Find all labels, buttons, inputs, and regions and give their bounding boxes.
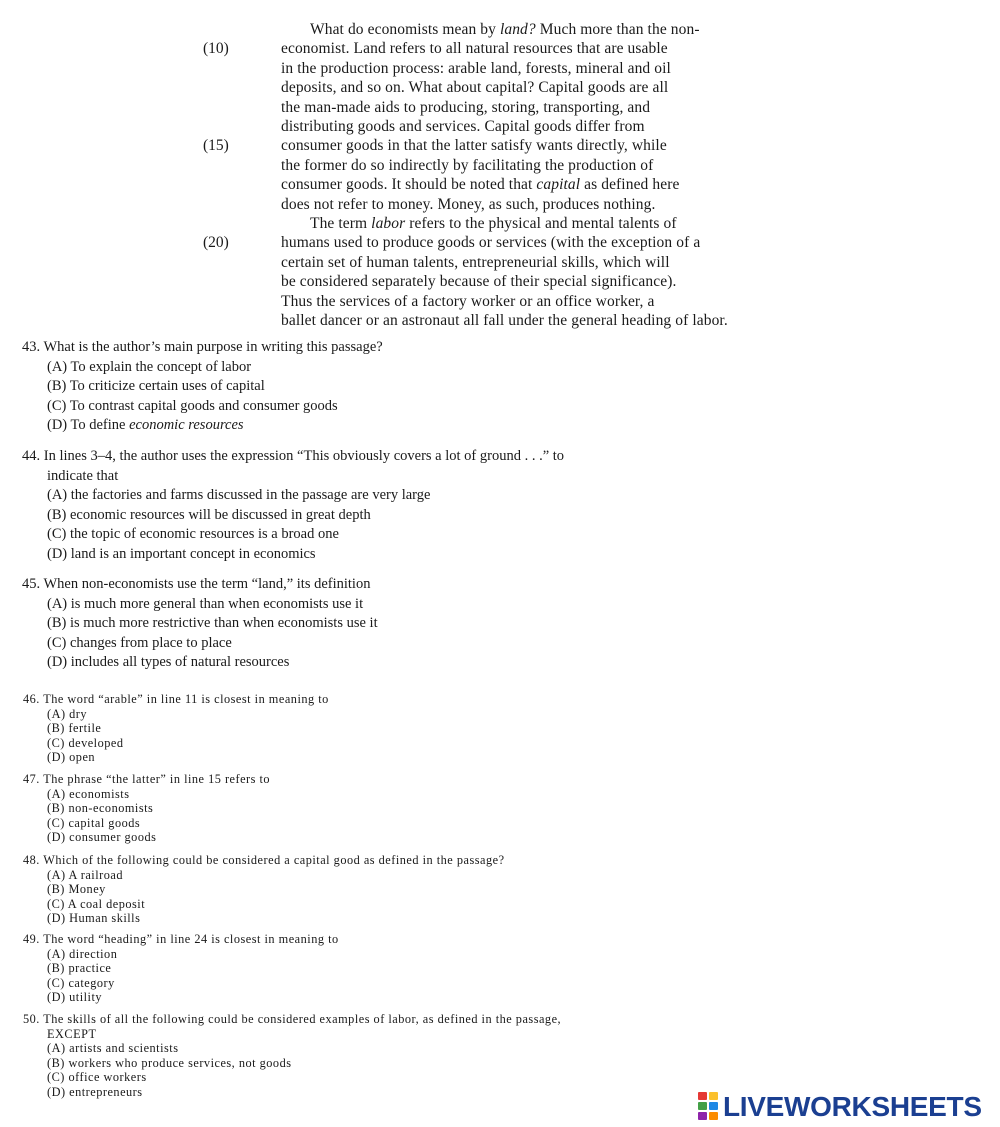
passage-text: economist. Land refers to all natural resources that are usable <box>281 40 668 58</box>
passage-text: be considered separately because of their special significance). <box>281 273 677 291</box>
passage-text: The term labor refers to the physical and mental talents of <box>310 215 677 232</box>
answer-option[interactable]: (C) capital goods <box>47 815 141 830</box>
logo-tile <box>709 1112 718 1120</box>
question-stem: 45. When non-economists use the term “land,” its definition <box>22 576 371 592</box>
passage-text: Thus the services of a factory worker or an office worker, a <box>281 292 655 310</box>
passage-line <box>0 233 1000 252</box>
passage-line <box>0 39 1000 58</box>
logo-tile <box>698 1092 707 1100</box>
answer-option[interactable]: (A) is much more general than when economists use it <box>47 595 364 612</box>
answer-option[interactable]: (B) practice <box>47 961 112 976</box>
answer-option[interactable]: (B) fertile <box>47 721 102 736</box>
liveworksheets-logo <box>698 1090 982 1124</box>
answer-option[interactable]: (B) is much more restrictive than when economists use it <box>47 615 378 631</box>
passage-line <box>0 214 1000 233</box>
line-number: (20) <box>203 234 229 252</box>
passage-line <box>0 78 1000 97</box>
answer-option[interactable]: (C) To contrast capital goods and consumer goods <box>47 397 338 414</box>
question-stem: 50. The skills of all the following could be considered examples of labor, as defined in the passage, <box>23 1012 562 1026</box>
answer-option[interactable]: (A) economists <box>47 786 130 801</box>
question-stem: 49. The word “heading” in line 24 is closest in meaning to <box>23 932 339 946</box>
passage-text: the man-made aids to producing, storing, transporting, and <box>281 98 651 116</box>
answer-option[interactable]: (C) A coal deposit <box>47 896 146 911</box>
passage-line <box>0 59 1000 78</box>
question-stem: EXCEPT <box>47 1026 97 1041</box>
passage-text: consumer goods in that the latter satisfy wants directly, while <box>281 137 667 155</box>
logo-text: LIVEWORKSHEETS <box>723 1091 982 1122</box>
line-number: (10) <box>203 40 229 58</box>
passage-line <box>0 292 1000 311</box>
answer-option[interactable]: (D) entrepreneurs <box>47 1085 143 1099</box>
passage-line <box>0 117 1000 136</box>
passage-text: in the production process: arable land, forests, mineral and oil <box>281 59 671 77</box>
passage-text: What do economists mean by land? Much more than the non- <box>310 21 700 38</box>
passage-line <box>0 136 1000 155</box>
passage-line <box>0 311 1000 330</box>
passage-line <box>0 272 1000 291</box>
answer-option[interactable]: (C) office workers <box>47 1070 147 1085</box>
answer-option[interactable]: (A) To explain the concept of labor <box>47 358 252 375</box>
answer-option[interactable]: (A) dry <box>47 706 88 721</box>
question-stem: indicate that <box>47 467 119 484</box>
question-stem: 48. Which of the following could be considered a capital good as defined in the passage? <box>23 853 505 867</box>
passage-text: does not refer to money. Money, as such, produces nothing. <box>281 195 656 213</box>
answer-option[interactable]: (B) economic resources will be discussed in great depth <box>47 506 371 523</box>
answer-option[interactable]: (C) changes from place to place <box>47 634 232 651</box>
passage-line <box>0 253 1000 272</box>
liveworksheets-logo-icon <box>698 1092 720 1122</box>
answer-option[interactable]: (B) To criticize certain uses of capital <box>47 378 265 394</box>
question-stem: 43. What is the author’s main purpose in writing this passage? <box>22 339 383 355</box>
answer-option[interactable]: (D) land is an important concept in economics <box>47 545 316 562</box>
answer-option[interactable]: (A) direction <box>47 946 118 961</box>
passage-line <box>0 98 1000 117</box>
answer-option[interactable]: (A) A railroad <box>47 867 123 882</box>
answer-option[interactable]: (C) the topic of economic resources is a broad one <box>47 526 339 542</box>
answer-option[interactable]: (D) To define economic resources <box>47 417 244 433</box>
passage-text: distributing goods and services. Capital goods differ from <box>281 118 645 135</box>
answer-option[interactable]: (D) consumer goods <box>47 830 157 845</box>
logo-tile <box>698 1102 707 1110</box>
passage-text: ballet dancer or an astronaut all fall under the general heading of labor. <box>281 312 728 329</box>
logo-tile <box>709 1092 718 1100</box>
passage-line <box>0 195 1000 214</box>
passage-text: humans used to produce goods or services (with the exception of a <box>281 234 701 252</box>
answer-option[interactable]: (B) non-economists <box>47 801 154 816</box>
passage-text: certain set of human talents, entrepreneurial skills, which will <box>281 253 670 271</box>
passage-text: consumer goods. It should be noted that capital as defined here <box>281 176 680 194</box>
answer-option[interactable]: (B) Money <box>47 882 106 897</box>
passage-text: deposits, and so on. What about capital? Capital goods are all <box>281 79 669 97</box>
line-number: (15) <box>203 137 229 155</box>
answer-option[interactable]: (C) category <box>47 975 115 990</box>
answer-option[interactable]: (A) artists and scientists <box>47 1041 179 1056</box>
answer-option[interactable]: (D) utility <box>47 990 103 1005</box>
logo-tile <box>698 1112 707 1120</box>
passage-line <box>0 20 1000 39</box>
answer-option[interactable]: (D) Human skills <box>47 911 141 926</box>
question-stem: 46. The word “arable” in line 11 is closest in meaning to <box>23 692 329 706</box>
logo-tile <box>709 1102 718 1110</box>
passage-text: the former do so indirectly by facilitating the production of <box>281 156 654 174</box>
answer-option[interactable]: (D) includes all types of natural resources <box>47 654 290 670</box>
question-stem: 47. The phrase “the latter” in line 15 refers to <box>23 772 271 786</box>
answer-option[interactable]: (B) workers who produce services, not goods <box>47 1055 292 1070</box>
passage-line <box>0 156 1000 175</box>
answer-option[interactable]: (C) developed <box>47 735 124 750</box>
answer-option[interactable]: (A) the factories and farms discussed in the passage are very large <box>47 487 431 503</box>
answer-option[interactable]: (D) open <box>47 750 96 765</box>
passage-line <box>0 175 1000 194</box>
question-stem: 44. In lines 3–4, the author uses the expression “This obviously covers a lot of ground . . .” to <box>22 448 565 464</box>
